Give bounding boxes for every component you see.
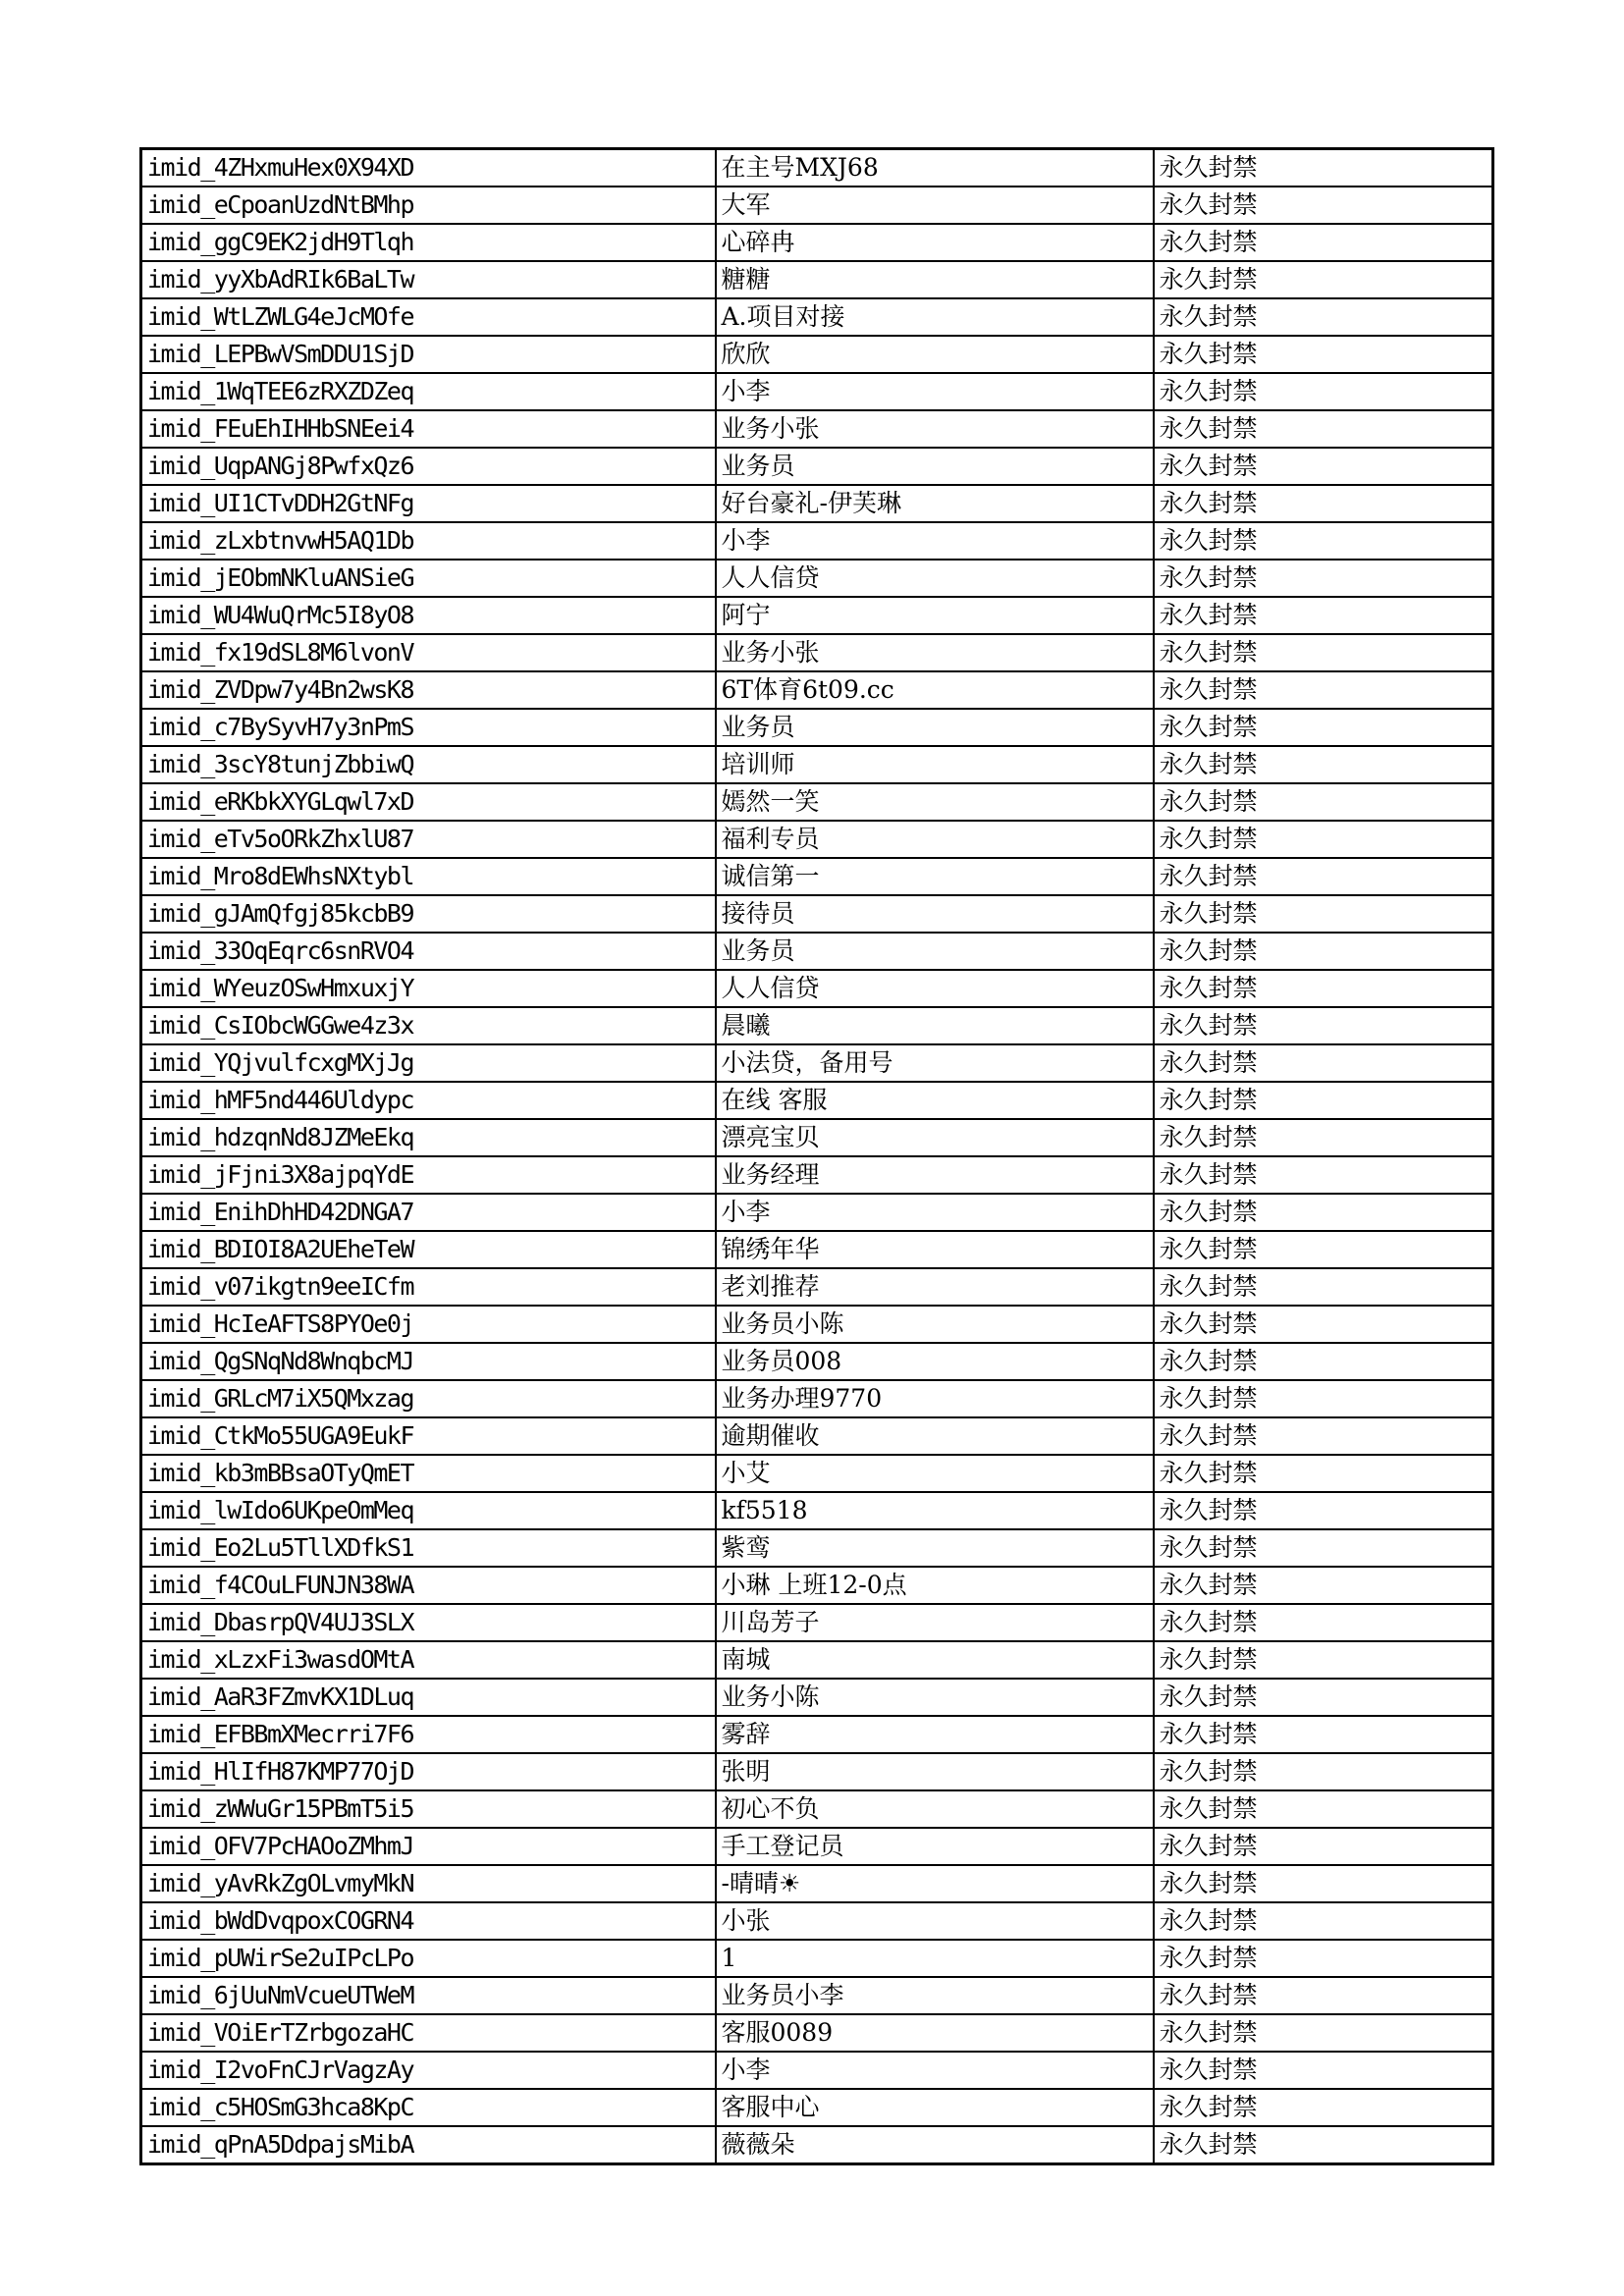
status-cell: 永久封禁	[1154, 149, 1493, 187]
nickname-cell: 川岛芳子	[716, 1604, 1154, 1641]
nickname-cell: 大军	[716, 187, 1154, 224]
nickname-cell: 在线 客服	[716, 1082, 1154, 1119]
account-id-cell: imid_EnihDhHD42DNGA7	[141, 1194, 716, 1231]
account-id-cell: imid_WYeuzOSwHmxuxjY	[141, 970, 716, 1007]
account-id-cell: imid_OFV7PcHAOoZMhmJ	[141, 1828, 716, 1865]
nickname-cell: 小法贷，备用号	[716, 1044, 1154, 1082]
table-row	[141, 1902, 1493, 1940]
table-row	[141, 1529, 1493, 1567]
table-row	[141, 560, 1493, 597]
nickname-cell: kf5518	[716, 1492, 1154, 1529]
account-id-cell: imid_eCpoanUzdNtBMhp	[141, 187, 716, 224]
status-cell: 永久封禁	[1154, 2126, 1493, 2164]
status-cell: 永久封禁	[1154, 410, 1493, 448]
table-row	[141, 858, 1493, 895]
nickname-cell: 在主号MXJ68	[716, 149, 1154, 187]
table-row	[141, 1828, 1493, 1865]
status-cell: 永久封禁	[1154, 224, 1493, 261]
nickname-cell: 阿宁	[716, 597, 1154, 634]
nickname-cell: 小李	[716, 373, 1154, 410]
table-row	[141, 1604, 1493, 1641]
account-id-cell: imid_GRLcM7iX5QMxzag	[141, 1380, 716, 1417]
table-row	[141, 2052, 1493, 2089]
table-row	[141, 1306, 1493, 1343]
account-id-cell: imid_3scY8tunjZbbiwQ	[141, 746, 716, 783]
nickname-cell: 业务员小李	[716, 1977, 1154, 2014]
status-cell: 永久封禁	[1154, 895, 1493, 933]
account-id-cell: imid_hMF5nd446Uldypc	[141, 1082, 716, 1119]
table-row	[141, 149, 1493, 187]
status-cell: 永久封禁	[1154, 1492, 1493, 1529]
nickname-cell: 业务小张	[716, 634, 1154, 671]
table-row	[141, 709, 1493, 746]
nickname-cell: 小李	[716, 522, 1154, 560]
account-id-cell: imid_CsIObcWGGwe4z3x	[141, 1007, 716, 1044]
status-cell: 永久封禁	[1154, 1007, 1493, 1044]
nickname-cell: 业务办理9770	[716, 1380, 1154, 1417]
nickname-cell: 糖糖	[716, 261, 1154, 298]
table-row	[141, 895, 1493, 933]
account-id-cell: imid_xLzxFi3wasdOMtA	[141, 1641, 716, 1679]
status-cell: 永久封禁	[1154, 485, 1493, 522]
account-id-cell: imid_ZVDpw7y4Bn2wsK8	[141, 671, 716, 709]
account-id-cell: imid_jEObmNKluANSieG	[141, 560, 716, 597]
table-row	[141, 970, 1493, 1007]
account-id-cell: imid_zWWuGr15PBmT5i5	[141, 1790, 716, 1828]
account-id-cell: imid_QgSNqNd8WnqbcMJ	[141, 1343, 716, 1380]
nickname-cell: 小李	[716, 1194, 1154, 1231]
nickname-cell: 接待员	[716, 895, 1154, 933]
account-id-cell: imid_UqpANGj8PwfxQz6	[141, 448, 716, 485]
nickname-cell: 人人信贷	[716, 560, 1154, 597]
status-cell: 永久封禁	[1154, 671, 1493, 709]
table-row	[141, 1231, 1493, 1268]
account-id-cell: imid_c5HOSmG3hca8KpC	[141, 2089, 716, 2126]
nickname-cell: 锦绣年华	[716, 1231, 1154, 1268]
table-row	[141, 1082, 1493, 1119]
status-cell: 永久封禁	[1154, 1977, 1493, 2014]
nickname-cell: 6T体育6t09.cc	[716, 671, 1154, 709]
account-id-cell: imid_Eo2Lu5TllXDfkS1	[141, 1529, 716, 1567]
nickname-cell: 业务经理	[716, 1156, 1154, 1194]
table-row	[141, 485, 1493, 522]
account-id-cell: imid_c7BySyvH7y3nPmS	[141, 709, 716, 746]
table-row	[141, 522, 1493, 560]
nickname-cell: 福利专员	[716, 821, 1154, 858]
nickname-cell: 人人信贷	[716, 970, 1154, 1007]
table-row	[141, 1268, 1493, 1306]
table-row	[141, 1865, 1493, 1902]
status-cell: 永久封禁	[1154, 261, 1493, 298]
table-row	[141, 1156, 1493, 1194]
status-cell: 永久封禁	[1154, 597, 1493, 634]
table-row	[141, 1716, 1493, 1753]
table-row	[141, 1567, 1493, 1604]
nickname-cell: 小张	[716, 1902, 1154, 1940]
nickname-cell: 老刘推荐	[716, 1268, 1154, 1306]
status-cell: 永久封禁	[1154, 1156, 1493, 1194]
nickname-cell: 业务员	[716, 709, 1154, 746]
table-row	[141, 2089, 1493, 2126]
status-cell: 永久封禁	[1154, 1716, 1493, 1753]
table-row	[141, 783, 1493, 821]
nickname-cell: 小李	[716, 2052, 1154, 2089]
nickname-cell: 业务员008	[716, 1343, 1154, 1380]
table-row	[141, 2126, 1493, 2164]
account-id-cell: imid_eRKbkXYGLqwl7xD	[141, 783, 716, 821]
account-id-cell: imid_yyXbAdRIk6BaLTw	[141, 261, 716, 298]
table-row	[141, 1492, 1493, 1529]
nickname-cell: 业务小张	[716, 410, 1154, 448]
status-cell: 永久封禁	[1154, 783, 1493, 821]
table-row	[141, 2014, 1493, 2052]
status-cell: 永久封禁	[1154, 1119, 1493, 1156]
account-id-cell: imid_v07ikgtn9eeICfm	[141, 1268, 716, 1306]
account-id-cell: imid_HlIfH87KMP77OjD	[141, 1753, 716, 1790]
table-row	[141, 298, 1493, 336]
status-cell: 永久封禁	[1154, 1902, 1493, 1940]
table-row	[141, 933, 1493, 970]
nickname-cell: 好台豪礼-伊芙琳	[716, 485, 1154, 522]
status-cell: 永久封禁	[1154, 2089, 1493, 2126]
table-row	[141, 1753, 1493, 1790]
table-row	[141, 821, 1493, 858]
account-id-cell: imid_hdzqnNd8JZMeEkq	[141, 1119, 716, 1156]
table-row	[141, 448, 1493, 485]
status-cell: 永久封禁	[1154, 1231, 1493, 1268]
status-cell: 永久封禁	[1154, 634, 1493, 671]
account-id-cell: imid_WtLZWLG4eJcMOfe	[141, 298, 716, 336]
account-id-cell: imid_ggC9EK2jdH9Tlqh	[141, 224, 716, 261]
nickname-cell: 业务员	[716, 448, 1154, 485]
status-cell: 永久封禁	[1154, 1529, 1493, 1567]
table-row	[141, 1940, 1493, 1977]
status-cell: 永久封禁	[1154, 1604, 1493, 1641]
account-id-cell: imid_WU4WuQrMc5I8yO8	[141, 597, 716, 634]
table-row	[141, 1343, 1493, 1380]
status-cell: 永久封禁	[1154, 933, 1493, 970]
account-id-cell: imid_FEuEhIHHbSNEei4	[141, 410, 716, 448]
account-id-cell: imid_I2voFnCJrVagzAy	[141, 2052, 716, 2089]
nickname-cell: 紫鸾	[716, 1529, 1154, 1567]
table-row	[141, 336, 1493, 373]
account-id-cell: imid_f4COuLFUNJN38WA	[141, 1567, 716, 1604]
nickname-cell: 南城	[716, 1641, 1154, 1679]
status-cell: 永久封禁	[1154, 373, 1493, 410]
table-row	[141, 224, 1493, 261]
status-cell: 永久封禁	[1154, 1828, 1493, 1865]
table-row	[141, 261, 1493, 298]
table-row	[141, 1007, 1493, 1044]
table-row	[141, 746, 1493, 783]
status-cell: 永久封禁	[1154, 709, 1493, 746]
table-row	[141, 373, 1493, 410]
nickname-cell: 漂亮宝贝	[716, 1119, 1154, 1156]
status-cell: 永久封禁	[1154, 821, 1493, 858]
nickname-cell: 客服中心	[716, 2089, 1154, 2126]
nickname-cell: 心碎冉	[716, 224, 1154, 261]
status-cell: 永久封禁	[1154, 746, 1493, 783]
status-cell: 永久封禁	[1154, 448, 1493, 485]
account-id-cell: imid_EFBBmXMecrri7F6	[141, 1716, 716, 1753]
nickname-cell: 嫣然一笑	[716, 783, 1154, 821]
status-cell: 永久封禁	[1154, 1343, 1493, 1380]
account-id-cell: imid_gJAmQfgj85kcbB9	[141, 895, 716, 933]
table-row	[141, 1417, 1493, 1455]
table-row	[141, 597, 1493, 634]
nickname-cell: 客服0089	[716, 2014, 1154, 2052]
status-cell: 永久封禁	[1154, 522, 1493, 560]
account-id-cell: imid_33OqEqrc6snRVO4	[141, 933, 716, 970]
status-cell: 永久封禁	[1154, 1044, 1493, 1082]
table-row	[141, 1119, 1493, 1156]
status-cell: 永久封禁	[1154, 1790, 1493, 1828]
table-row	[141, 1679, 1493, 1716]
account-id-cell: imid_lwIdo6UKpeOmMeq	[141, 1492, 716, 1529]
account-id-cell: imid_bWdDvqpoxCOGRN4	[141, 1902, 716, 1940]
status-cell: 永久封禁	[1154, 1940, 1493, 1977]
nickname-cell: 欣欣	[716, 336, 1154, 373]
nickname-cell: 业务员小陈	[716, 1306, 1154, 1343]
status-cell: 永久封禁	[1154, 2014, 1493, 2052]
account-id-cell: imid_jFjni3X8ajpqYdE	[141, 1156, 716, 1194]
nickname-cell: 小艾	[716, 1455, 1154, 1492]
account-id-cell: imid_BDIOI8A2UEheTeW	[141, 1231, 716, 1268]
status-cell: 永久封禁	[1154, 560, 1493, 597]
table-row	[141, 410, 1493, 448]
nickname-cell: 1	[716, 1940, 1154, 1977]
nickname-cell: 业务小陈	[716, 1679, 1154, 1716]
ban-list-body	[141, 149, 1493, 2164]
status-cell: 永久封禁	[1154, 1082, 1493, 1119]
table-row	[141, 1380, 1493, 1417]
status-cell: 永久封禁	[1154, 1268, 1493, 1306]
nickname-cell: 薇薇朵	[716, 2126, 1154, 2164]
status-cell: 永久封禁	[1154, 1194, 1493, 1231]
account-id-cell: imid_YQjvulfcxgMXjJg	[141, 1044, 716, 1082]
status-cell: 永久封禁	[1154, 858, 1493, 895]
nickname-cell: 晨曦	[716, 1007, 1154, 1044]
nickname-cell: -晴晴☀	[716, 1865, 1154, 1902]
table-row	[141, 634, 1493, 671]
nickname-cell: 业务员	[716, 933, 1154, 970]
status-cell: 永久封禁	[1154, 970, 1493, 1007]
account-id-cell: imid_UI1CTvDDH2GtNFg	[141, 485, 716, 522]
table-row	[141, 1977, 1493, 2014]
account-id-cell: imid_Mro8dEWhsNXtybl	[141, 858, 716, 895]
account-id-cell: imid_AaR3FZmvKX1DLuq	[141, 1679, 716, 1716]
status-cell: 永久封禁	[1154, 187, 1493, 224]
account-id-cell: imid_qPnA5DdpajsMibA	[141, 2126, 716, 2164]
status-cell: 永久封禁	[1154, 1753, 1493, 1790]
status-cell: 永久封禁	[1154, 1679, 1493, 1716]
status-cell: 永久封禁	[1154, 1380, 1493, 1417]
account-id-cell: imid_HcIeAFTS8PYOe0j	[141, 1306, 716, 1343]
nickname-cell: 雾辞	[716, 1716, 1154, 1753]
table-row	[141, 1194, 1493, 1231]
account-id-cell: imid_DbasrpQV4UJ3SLX	[141, 1604, 716, 1641]
account-id-cell: imid_LEPBwVSmDDU1SjD	[141, 336, 716, 373]
account-id-cell: imid_eTv5oORkZhxlU87	[141, 821, 716, 858]
account-id-cell: imid_fx19dSL8M6lvonV	[141, 634, 716, 671]
account-id-cell: imid_kb3mBBsaOTyQmET	[141, 1455, 716, 1492]
account-id-cell: imid_6jUuNmVcueUTWeM	[141, 1977, 716, 2014]
ban-list-table	[139, 147, 1494, 2165]
status-cell: 永久封禁	[1154, 1641, 1493, 1679]
table-row	[141, 187, 1493, 224]
table-row	[141, 671, 1493, 709]
status-cell: 永久封禁	[1154, 1417, 1493, 1455]
table-row	[141, 1044, 1493, 1082]
nickname-cell: 培训师	[716, 746, 1154, 783]
status-cell: 永久封禁	[1154, 298, 1493, 336]
nickname-cell: 逾期催收	[716, 1417, 1154, 1455]
status-cell: 永久封禁	[1154, 1567, 1493, 1604]
status-cell: 永久封禁	[1154, 336, 1493, 373]
account-id-cell: imid_zLxbtnvwH5AQ1Db	[141, 522, 716, 560]
status-cell: 永久封禁	[1154, 2052, 1493, 2089]
account-id-cell: imid_CtkMo55UGA9EukF	[141, 1417, 716, 1455]
table-row	[141, 1455, 1493, 1492]
table-row	[141, 1790, 1493, 1828]
nickname-cell: A.项目对接	[716, 298, 1154, 336]
status-cell: 永久封禁	[1154, 1865, 1493, 1902]
account-id-cell: imid_yAvRkZgOLvmyMkN	[141, 1865, 716, 1902]
nickname-cell: 初心不负	[716, 1790, 1154, 1828]
status-cell: 永久封禁	[1154, 1306, 1493, 1343]
account-id-cell: imid_1WqTEE6zRXZDZeq	[141, 373, 716, 410]
nickname-cell: 诚信第一	[716, 858, 1154, 895]
account-id-cell: imid_VOiErTZrbgozaHC	[141, 2014, 716, 2052]
status-cell: 永久封禁	[1154, 1455, 1493, 1492]
table-row	[141, 1641, 1493, 1679]
nickname-cell: 张明	[716, 1753, 1154, 1790]
account-id-cell: imid_pUWirSe2uIPcLPo	[141, 1940, 716, 1977]
nickname-cell: 手工登记员	[716, 1828, 1154, 1865]
account-id-cell: imid_4ZHxmuHex0X94XD	[141, 149, 716, 187]
nickname-cell: 小琳 上班12-0点	[716, 1567, 1154, 1604]
